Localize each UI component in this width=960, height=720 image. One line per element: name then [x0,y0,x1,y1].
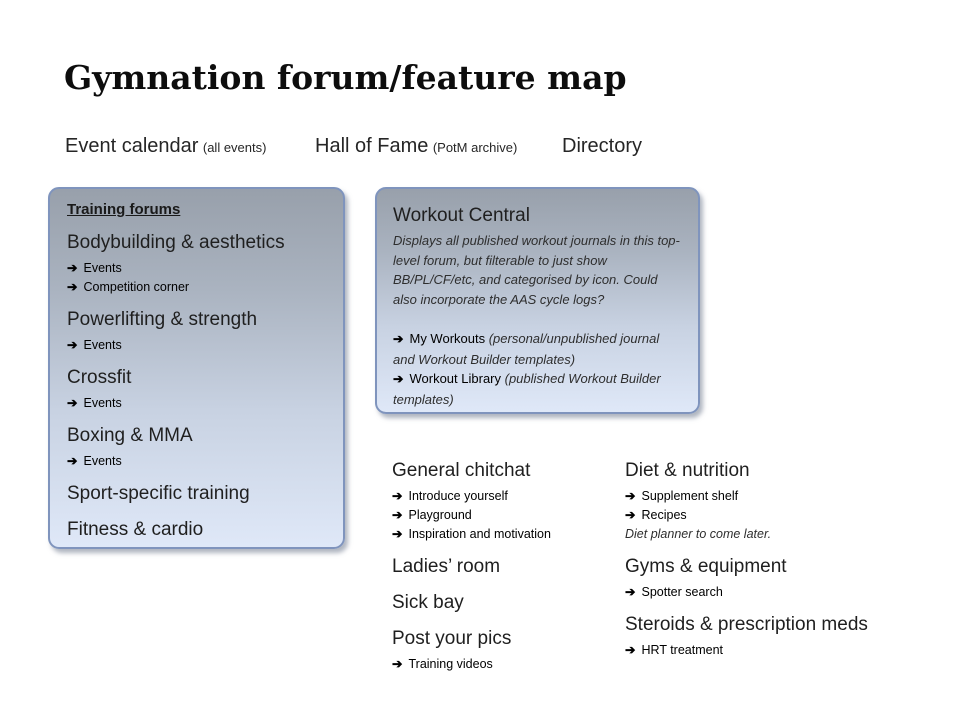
forum-crossfit: Crossfit [67,367,132,388]
feature-hall-of-fame [315,135,517,158]
forum-post-your-pics: Post your pics [392,628,512,649]
arrow-icon: ➔ [392,657,403,671]
arrow-icon: ➔ [67,396,78,410]
forum-general-chitchat: General chitchat [392,460,531,481]
arrow-icon: ➔ [392,508,403,522]
item-note: (personal/unpublished journal and Workout Builder templates) [393,331,660,367]
sub-label: Competition corner [83,280,190,294]
workout-central-description: Displays all published workout journals in this top-level forum, but filterable to just show BB/PL/CF/etc, and categorised by icon. Could also incorporate the AAS cycle logs? [393,233,680,307]
item-label: Workout Library [409,371,501,386]
workout-central-title: Workout Central [393,205,530,226]
arrow-icon: ➔ [625,508,636,522]
sub-spotter-search [625,583,925,602]
feature-note: (all events) [202,140,267,155]
forum-ladies-room: Ladies’ room [392,556,501,577]
sub-events [67,336,331,355]
sub-label: Events [83,261,122,275]
feature-label: Event calendar [65,135,199,157]
arrow-icon: ➔ [392,489,403,503]
sub-inspiration-motivation [392,525,627,544]
sub-label: Supplement shelf [641,489,739,503]
arrow-icon: ➔ [392,527,403,541]
arrow-icon: ➔ [625,489,636,503]
arrow-icon: ➔ [393,332,404,346]
workout-item-workout-library [393,369,682,409]
diet-planner-note: Diet planner to come later. [625,527,772,541]
arrow-icon: ➔ [67,261,78,275]
feature-note: (PotM archive) [432,140,518,155]
forum-sport-specific: Sport-specific training [67,483,250,504]
sub-label: HRT treatment [641,643,723,657]
workout-central-box [375,187,700,414]
sub-events [67,394,331,413]
training-forums-box [48,187,345,549]
sub-label: Inspiration and motivation [408,527,551,541]
feature-label: Hall of Fame [315,135,429,157]
sub-label: Recipes [641,508,687,522]
arrow-icon: ➔ [393,372,404,386]
sub-label: Playground [408,508,472,522]
forum-fitness-cardio: Fitness & cardio [67,519,204,540]
item-note: (published Workout Builder templates) [393,371,661,407]
sub-supplement-shelf [625,487,925,506]
feature-directory [562,135,642,158]
arrow-icon: ➔ [67,280,78,294]
forum-boxing-mma: Boxing & MMA [67,425,193,446]
sub-label: Spotter search [641,585,723,599]
arrow-icon: ➔ [625,585,636,599]
bottom-right-column [625,448,925,660]
sub-introduce-yourself [392,487,627,506]
sub-recipes [625,506,925,525]
training-forums-heading: Training forums [67,201,181,218]
sub-label: Introduce yourself [408,489,508,503]
sub-label: Events [83,396,122,410]
sub-label: Events [83,338,122,352]
arrow-icon: ➔ [625,643,636,657]
feature-label: Directory [562,135,643,157]
forum-diet-nutrition: Diet & nutrition [625,460,750,481]
forum-steroids-meds: Steroids & prescription meds [625,614,868,635]
page-title: Gymnation forum/feature map [64,58,627,97]
forum-bodybuilding: Bodybuilding & aesthetics [67,232,285,253]
forum-gyms-equipment: Gyms & equipment [625,556,787,577]
sub-label: Training videos [408,657,493,671]
forum-powerlifting: Powerlifting & strength [67,309,258,330]
sub-competition-corner [67,278,331,297]
arrow-icon: ➔ [67,338,78,352]
bottom-left-column [392,448,627,674]
sub-events [67,259,331,278]
sub-playground [392,506,627,525]
forum-sick-bay: Sick bay [392,592,464,613]
sub-hrt-treatment [625,641,925,660]
sub-training-videos [392,655,627,674]
workout-item-my-workouts [393,329,682,369]
sub-events [67,452,331,471]
item-label: My Workouts [409,331,486,346]
arrow-icon: ➔ [67,454,78,468]
sub-label: Events [83,454,122,468]
feature-event-calendar [65,135,266,158]
